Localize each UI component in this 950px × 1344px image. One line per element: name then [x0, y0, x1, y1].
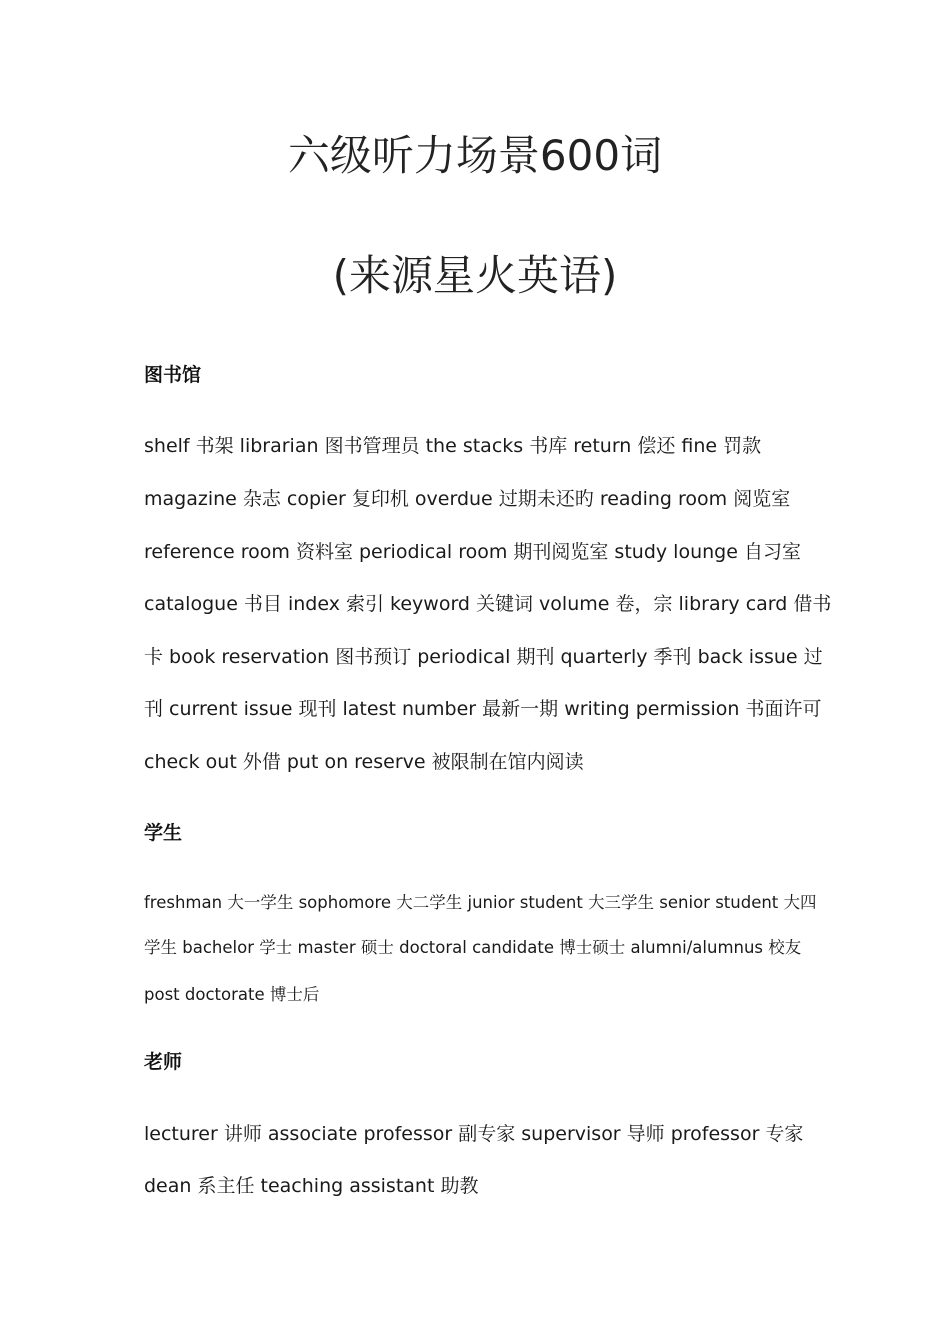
library-text-line: 刊 current issue 现刊 latest number 最新一期 writing permission 书面许可	[144, 698, 822, 720]
section-heading-library: 图书馆	[144, 364, 202, 386]
section-heading-student: 学生	[144, 822, 183, 844]
library-text-line: magazine 杂志 copier 复印机 overdue 过期未还旳 reading room 阅览室	[144, 488, 791, 510]
document-title: 六级听力场景600词	[287, 131, 663, 180]
student-text-line: post doctorate 博士后	[144, 985, 320, 1004]
library-text-line: catalogue 书目 index 索引 keyword 关键词 volume 卷，宗 library card 借书	[144, 593, 832, 615]
library-text-line: 卡 book reservation 图书预订 periodical 期刊 quarterly 季刊 back issue 过	[144, 646, 823, 668]
student-text-line: freshman 大一学生 sophomore 大二学生 junior student 大三学生 senior student 大四	[144, 893, 817, 912]
library-text-line: check out 外借 put on reserve 被限制在馆内阅读	[144, 751, 584, 773]
student-text-line: 学生 bachelor 学士 master 硕士 doctoral candidate 博士硕士 alumni/alumnus 校友	[144, 938, 802, 957]
teacher-text-line: lecturer 讲师 associate professor 副专家 supervisor 导师 professor 专家	[144, 1123, 804, 1145]
library-text-line: reference room 资料室 periodical room 期刊阅览室 study lounge 自习室	[144, 541, 801, 563]
section-heading-teacher: 老师	[144, 1051, 183, 1073]
library-text-line: shelf 书架 librarian 图书管理员 the stacks 书库 return 偿还 fine 罚款	[144, 435, 762, 457]
teacher-text-line: dean 系主任 teaching assistant 助教	[144, 1175, 479, 1197]
document-subtitle: (来源星火英语)	[332, 251, 618, 300]
